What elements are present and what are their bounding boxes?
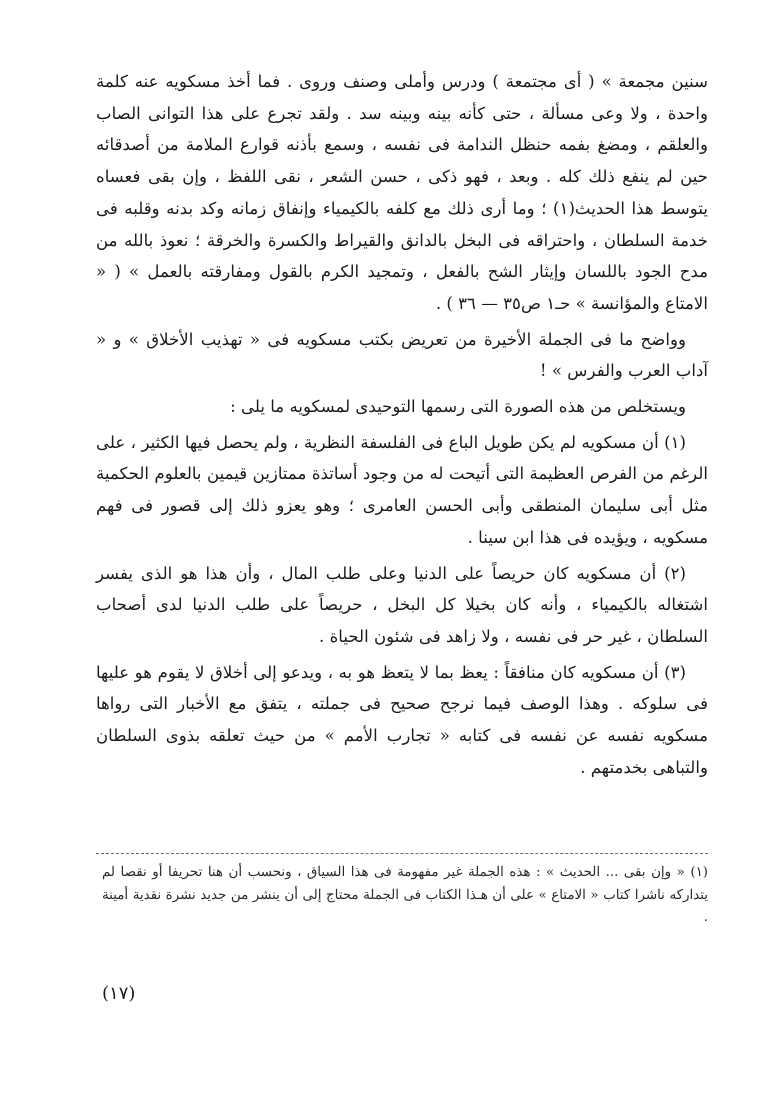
paragraph-point-2: (٢) أن مسكويه كان حريصاً على الدنيا وعلى طلب المال ، وأن هذا هو الذى يفسر اشتغاله بالكيمياء ، وأنه كان بخيلا كل البخل ، حريصاً على طلب الدنيا لدى أصحاب السلطان ، غير حر فى نفسه ، ولا زاهد فى شئون الحياة . (96, 563, 708, 646)
paragraph-summary-intro: ويستخلص من هذه الصورة التى رسمها التوحيدى لمسكويه ما يلى : (230, 397, 686, 417)
main-text (96, 66, 708, 783)
paragraph-point-1: (١) أن مسكويه لم يكن طويل الباع فى الفلسفة النظرية ، ولم يحصل فيها الكثير ، على الرغم من الفرص العظيمة التى أتيحت له من وجود أساتذة ممتازين قيمين بالعلوم الحكمية مثل أبى سليمان المنطقى وأبى الحسن العامرى ؛ وهو يعزو ذلك إلى قصور فى فهم مسكويه ، ويؤيده فى هذا ابن سينا . (96, 432, 708, 547)
page-number: (١٧) (102, 983, 136, 1004)
paragraph-observation: وواضح ما فى الجملة الأخيرة من تعريض بكتب مسكويه فى « تهذيب الأخلاق » و « آداب العرب والفرس » ! (96, 329, 708, 381)
footnote-divider (96, 853, 708, 854)
footnote: (١) « وإن بقى ... الحديث » : هذه الجملة غير مفهومة فى هذا السياق ، ونحسب أن هنا تحريفا أو نقصا لم يتداركه ناشرا كتاب « الامتاع » على أن هـذا الكتاب فى الجملة محتاج إلى أن ينشر من جديد نشرة نقدية أمينة . (102, 865, 708, 925)
paragraph-point-3: (٣) أن مسكويه كان منافقاً : يعظ بما لا يتعظ هو به ، ويدعو إلى أخلاق لا يقوم هو عليها فى سلوكه . وهذا الوصف فيما نرجح صحيح فى جملته ، يتفق مع الأخبار التى رواها مسكويه نفسه عن نفسه فى كتابه « تجارب الأمم » من حيث تعلقه بذوى السلطان والتباهى بخدمتهم . (96, 662, 708, 777)
paragraph-quote-continuation: سنين مجمعة » ( أى مجتمعة ) ودرس وأملى وصنف وروى . فما أخذ مسكويه عنه كلمة واحدة ، ولا وعى مسألة ، حتى كأنه بينه وبينه سد . ولقد تجرع على هذا التوانى الصاب والعلقم ، ومضغ بفمه حنظل الندامة فى نفسه ، وسمع بأذنه قوارع الملامة من أصدقائه حين لم ينفع ذلك كله . وبعد ، فهو ذكى ، حسن الشعر ، نقى اللفظ ، وإن بقى فعساه يتوسط هذا الحديث(١) ؛ وما أرى ذلك مع كلفه بالكيمياء وإنفاق زمانه وكد بدنه وقلبه فى خدمة السلطان ، واحتراقه فى البخل بالدانق والقيراط والكسرة والخرقة ؛ نعوذ بالله من مدح الجود باللسان وإيثار الشح بالفعل ، وتمجيد الكرم بالقول ومفارقته بالعمل » ( « الامتاع والمؤانسة » حـ١ ص٣٥ — ٣٦ ) . (96, 72, 708, 313)
